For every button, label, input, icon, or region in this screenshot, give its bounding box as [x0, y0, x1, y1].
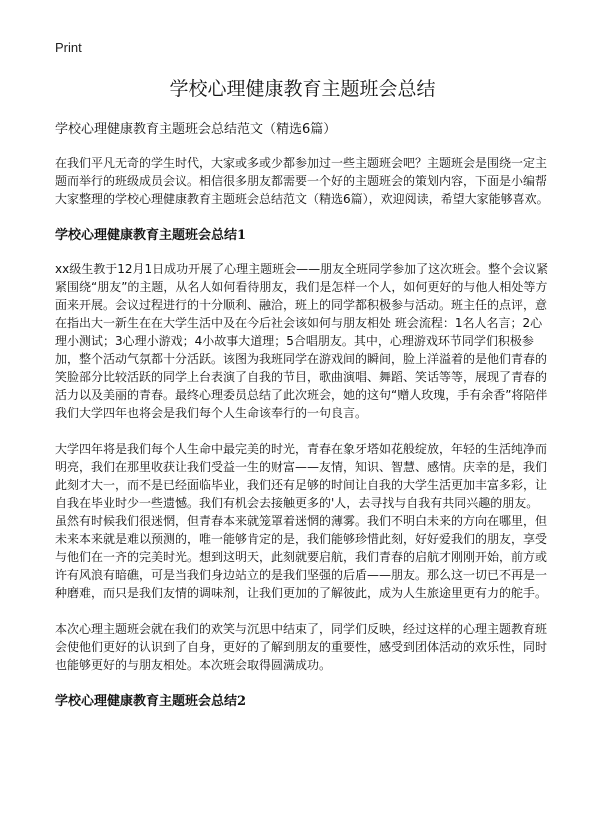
section-heading-2: 学校心理健康教育主题班会总结2	[55, 694, 247, 709]
section-1-paragraph-1: xx级生教于12月1日成功开展了心理主题班会——朋友全班同学参加了这次班会。整个会议紧紧围绕“朋友”的主题，从名人如何看待朋友，我们是怎样一个人，如何更好的与他人相处等方面来开展。会议过程进行的十分顺利、融洽，班上的同学都积极参与活动。班主任的点评，意在指出大一新生在在大学生活中及在今后社会该如何与朋友相处 班会流程：1名人名言；2心理小测试；3心理小游戏；4小故事大道理；5合唱朋友。其中，心理游戏环节同学们积极参加，整个活动气氛都十分活跃。该图为我班同学在游戏间的瞬间，脸上洋溢着的是他们青春的笑脸部分比较活跃的同学上台表演了自我的节目，歌曲演唱、舞蹈、笑话等等，展现了青春的活力以及美丽的青春。最终心理委员总结了此次班会，她的这句“赠人玫瑰，手有余香”将陪伴我们大学四年也将会是我们每个人生命该奉行的一句良言。	[55, 262, 549, 420]
document-subtitle: 学校心理健康教育主题班会总结范文（精选6篇）	[55, 122, 337, 137]
page-title: 学校心理健康教育主题班会总结	[169, 78, 436, 100]
section-1-paragraph-3: 本次心理主题班会就在我们的欢笑与沉思中结束了，同学们反映，经过这样的心理主题教育班会使他们更好的认识到了自身，更好的了解到朋友的重要性，感受到团体活动的欢乐性，同时也能够更好的与朋友相处。本次班会取得圆满成功。	[55, 622, 548, 672]
intro-paragraph: 在我们平凡无奇的学生时代，大家或多或少都参加过一些主题班会吧？主题班会是围绕一定主题而举行的班级成员会议。相信很多朋友都需要一个好的主题班会的策划内容，下面是小编帮大家整理的学校心理健康教育主题班会总结范文（精选6篇），欢迎阅读，希望大家能够喜欢。	[55, 156, 549, 206]
section-heading-1: 学校心理健康教育主题班会总结1	[55, 228, 247, 243]
section-1-paragraph-2: 大学四年将是我们每个人生命中最完美的时光，青春在象牙塔如花般绽放，年轻的生活纯净而明亮，我们在那里收获让我们受益一生的财富——友情，知识、智慧、感情。庆幸的是，我们此刻才大一，而不是已经面临毕业，我们还有足够的时间让自我的大学生活更加丰富多彩，让自我在毕业时少一些遗憾。我们有机会去接触更多的'人，去寻找与自我有共同兴趣的朋友。虽然有时候我们很迷惘，但青春本来就笼罩着迷惘的薄雾。我们不明白未来的方向在哪里，但未来本来就是难以预测的，唯一能够肯定的是，我们能够珍惜此刻，好好爱我们的朋友，享受与他们在一齐的完美时光。想到这明天，此刻就要启航，我们青春的启航才刚刚开始，前方或许有风浪有暗礁，可是当我们身边站立的是我们坚强的后盾——朋友。那么这一切已不再是一种磨难，而只是我们友情的调味剂，让我们更加的了解彼此，成为人生旅途里更有力的舵手。	[55, 442, 548, 600]
print-link[interactable]: Print	[55, 40, 82, 55]
